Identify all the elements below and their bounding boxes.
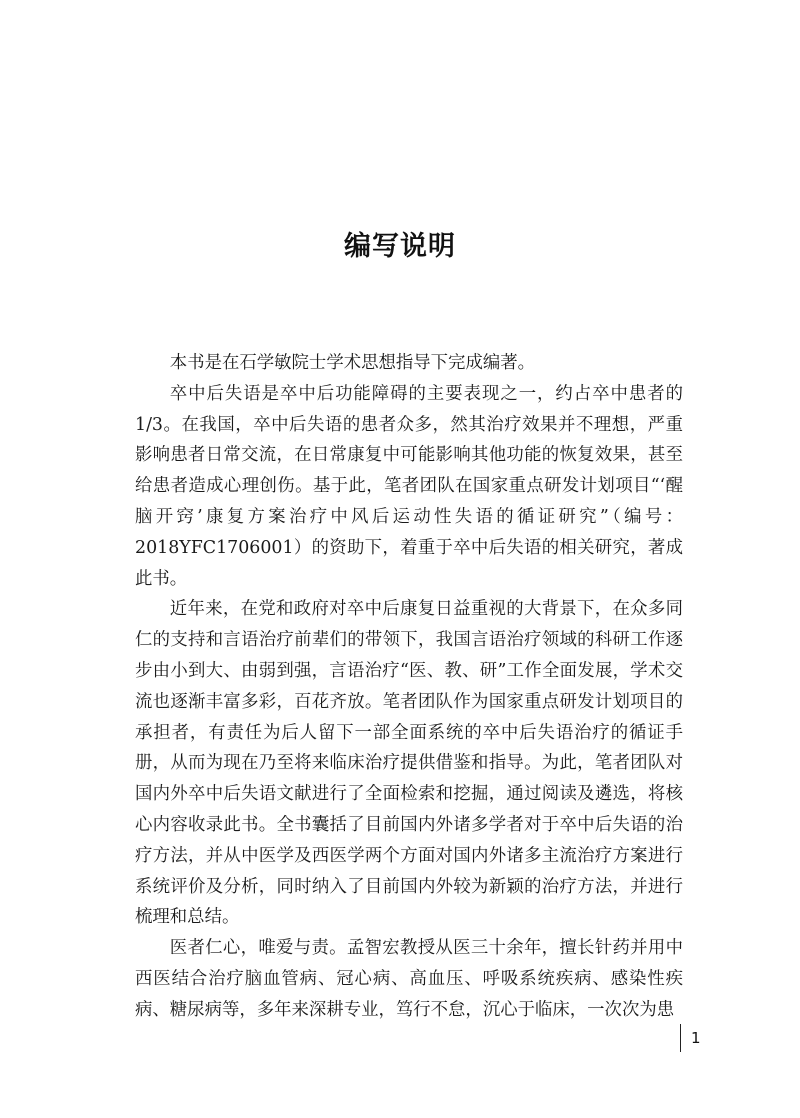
paragraph: 医者仁心，唯爱与责。孟智宏教授从医三十余年，擅长针药并用中西医结合治疗脑血管病、冠心病、高血压、呼吸系统疾病、感染性疾病、糖尿病等，多年来深耕专业，笃行不怠，沉心于临床，一次次为患	[135, 938, 683, 1020]
paragraph: 本书是在石学敏院士学术思想指导下完成编著。	[169, 353, 536, 373]
body-text	[135, 348, 683, 1026]
page-footer	[680, 1024, 701, 1052]
page-number: 1	[691, 1029, 701, 1047]
paragraph: 近年来，在党和政府对卒中后康复日益重视的大背景下，在众多同仁的支持和言语治疗前辈们的带领下，我国言语治疗领域的科研工作逐步由小到大、由弱到强，言语治疗“医、教、研”工作全面发展，学术交流也逐渐丰富多彩，百花齐放。笔者团队作为国家重点研发计划项目的承担者，有责任为后人留下一部全面系统的卒中后失语治疗的循证手册，从而为现在乃至将来临床治疗提供借鉴和指导。为此，笔者团队对国内外卒中后失语文献进行了全面检索和挖掘，通过阅读及遴选，将核心内容收录此书。全书囊括了目前国内外诸多学者对于卒中后失语的治疗方法，并从中医学及西医学两个方面对国内外诸多主流治疗方案进行系统评价及分析，同时纳入了目前国内外较为新颖的治疗方法，并进行梳理和总结。	[135, 599, 683, 928]
page-title: 编写说明	[344, 231, 456, 262]
paragraph: 卒中后失语是卒中后功能障碍的主要表现之一，约占卒中患者的1/3。在我国，卒中后失语的患者众多，然其治疗效果并不理想，严重影响患者日常交流，在日常康复中可能影响其他功能的恢复效果，甚至给患者造成心理创伤。基于此，笔者团队在国家重点研发计划项目“‘醒脑开窍’康复方案治疗中风后运动性失语的循证研究”（编号：2018YFC1706001）的资助下，着重于卒中后失语的相关研究，著成此书。	[135, 383, 683, 589]
footer-divider	[680, 1024, 681, 1052]
